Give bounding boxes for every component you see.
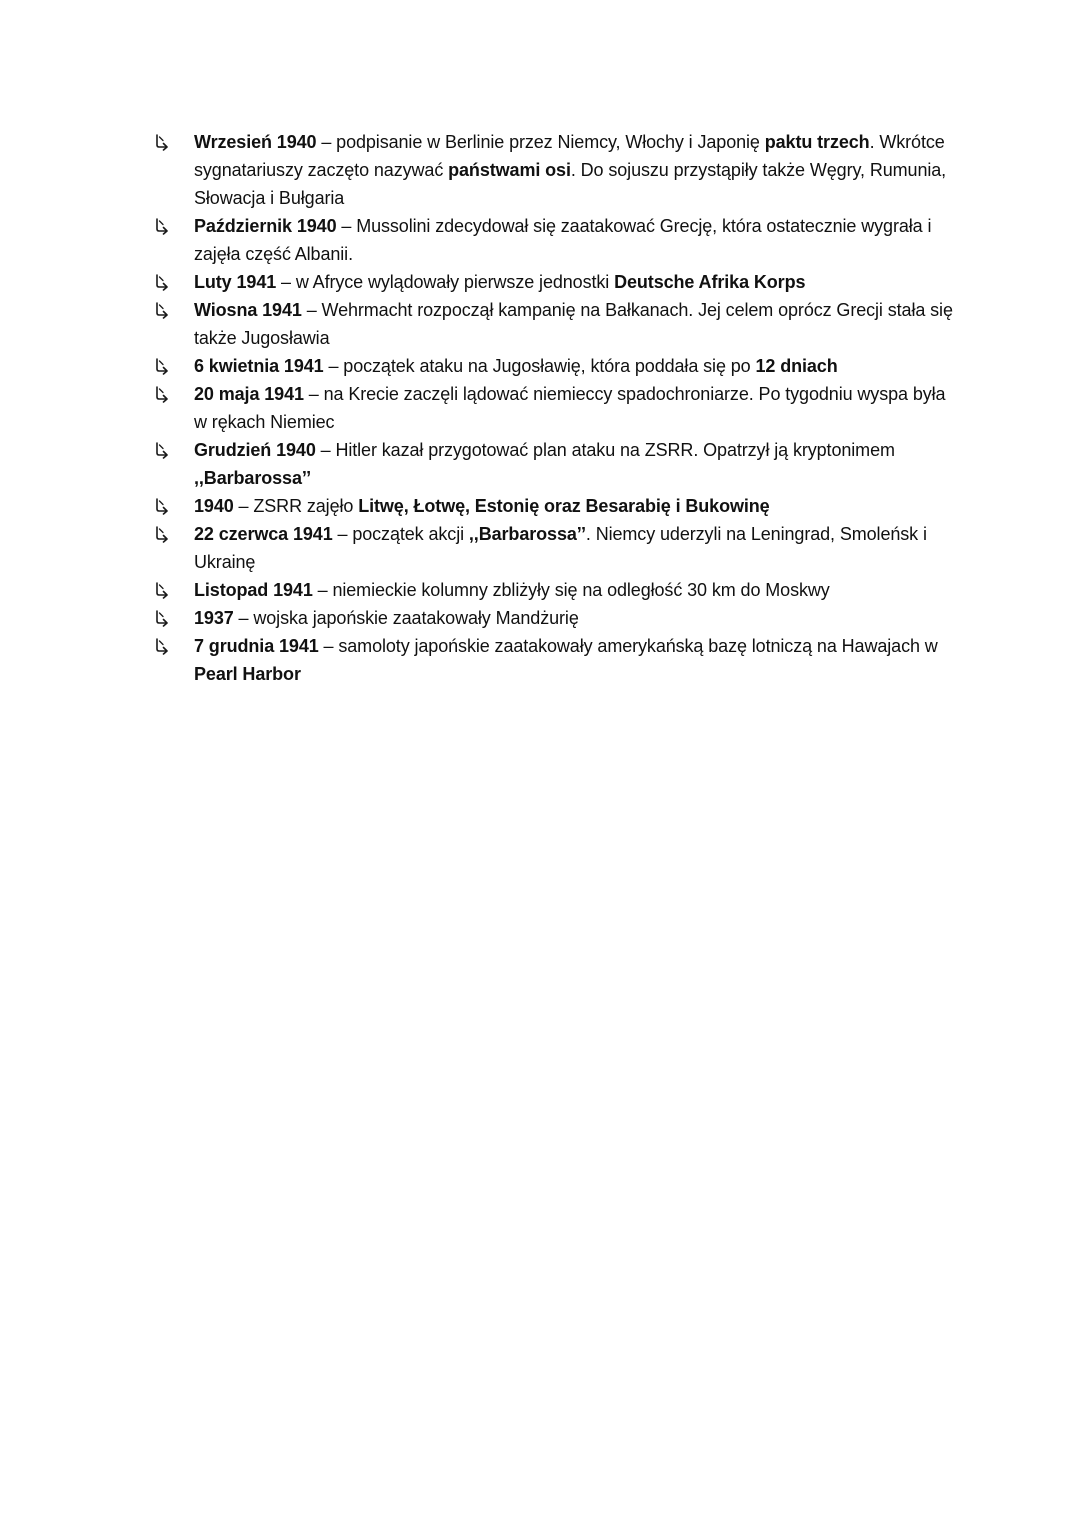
timeline-item-text (194, 216, 931, 264)
bold-text: 1937 (194, 608, 234, 628)
bold-text: paktu trzech (764, 132, 870, 152)
body-text: – Wehrmacht rozpoczął kampanię na Bałkanach. Jej celem oprócz Grecji stała się także Jugosławia (194, 300, 953, 348)
timeline-item (154, 128, 954, 212)
body-text: – Hitler kazał przygotować plan ataku na ZSRR. Opatrzył ją kryptonimem (315, 440, 895, 460)
timeline-item-text (194, 636, 938, 684)
timeline-item-text (194, 440, 895, 488)
timeline-item (154, 352, 954, 380)
body-text: – niemieckie kolumny zbliżyły się na odległość 30 km do Moskwy (312, 580, 830, 600)
timeline-list (154, 128, 954, 688)
bold-text: Grudzień 1940 (194, 440, 316, 460)
arrow-bullet-icon (154, 637, 172, 655)
timeline-item (154, 604, 954, 632)
timeline-item (154, 492, 954, 520)
arrow-bullet-icon (154, 441, 172, 459)
bold-text: 7 grudnia 1941 (194, 636, 319, 656)
bold-text: 12 dniach (755, 356, 838, 376)
timeline-item (154, 212, 954, 268)
body-text: – wojska japońskie zaatakowały Mandżurię (233, 608, 579, 628)
timeline-item (154, 268, 954, 296)
timeline-item (154, 436, 954, 492)
bold-text: Pearl Harbor (194, 664, 301, 684)
timeline-item-text (194, 132, 946, 208)
bold-text: ,,Barbarossa’’ (468, 524, 586, 544)
bold-text: ,,Barbarossa’’ (194, 468, 311, 488)
arrow-bullet-icon (154, 581, 172, 599)
bold-text: Listopad 1941 (194, 580, 313, 600)
arrow-bullet-icon (154, 301, 172, 319)
arrow-bullet-icon (154, 217, 172, 235)
body-text: – samoloty japońskie zaatakowały amerykańską bazę lotniczą na Hawajach w (318, 636, 938, 656)
timeline-item-text (194, 608, 579, 628)
body-text: – na Krecie zaczęli lądować niemieccy spadochroniarze. Po tygodniu wyspa była w rękach Niemiec (194, 384, 946, 432)
bold-text: 22 czerwca 1941 (194, 524, 333, 544)
body-text: . Niemcy uderzyli na Leningrad, Smoleńsk i Ukrainę (194, 524, 927, 572)
arrow-bullet-icon (154, 385, 172, 403)
bold-text: Deutsche Afrika Korps (614, 272, 806, 292)
arrow-bullet-icon (154, 357, 172, 375)
body-text: – ZSRR zajęło (233, 496, 359, 516)
timeline-item (154, 520, 954, 576)
body-text: – podpisanie w Berlinie przez Niemcy, Włochy i Japonię (316, 132, 765, 152)
timeline-item (154, 296, 954, 352)
arrow-bullet-icon (154, 609, 172, 627)
timeline-item-text (194, 300, 953, 348)
timeline-item-text (194, 272, 805, 292)
timeline-item (154, 380, 954, 436)
timeline-item (154, 632, 954, 688)
body-text: . Do sojuszu przystąpiły także Węgry, Rumunia, Słowacja i Bułgaria (194, 160, 947, 208)
bold-text: 1940 (194, 496, 234, 516)
timeline-item-text (194, 496, 770, 516)
timeline-item-text (194, 580, 830, 600)
arrow-bullet-icon (154, 497, 172, 515)
bold-text: Litwę, Łotwę, Estonię oraz Besarabię i Bukowinę (358, 496, 770, 516)
bold-text: Wiosna 1941 (194, 300, 302, 320)
body-text: – w Afryce wylądowały pierwsze jednostki (276, 272, 615, 292)
bold-text: Luty 1941 (194, 272, 277, 292)
body-text: – początek ataku na Jugosławię, która poddała się po (323, 356, 756, 376)
arrow-bullet-icon (154, 133, 172, 151)
bold-text: 20 maja 1941 (194, 384, 304, 404)
bold-text: Wrzesień 1940 (194, 132, 317, 152)
timeline-item (154, 576, 954, 604)
body-text: – początek akcji (332, 524, 469, 544)
timeline-item-text (194, 524, 927, 572)
body-text: . Wkrótce sygnatariuszy zaczęto nazywać (194, 132, 945, 180)
bold-text: 6 kwietnia 1941 (194, 356, 324, 376)
timeline-item-text (194, 356, 838, 376)
arrow-bullet-icon (154, 273, 172, 291)
body-text: – Mussolini zdecydował się zaatakować Grecję, która ostatecznie wygrała i zajęła część Albanii. (194, 216, 932, 264)
bold-text: państwami osi (448, 160, 571, 180)
arrow-bullet-icon (154, 525, 172, 543)
bold-text: Październik 1940 (194, 216, 337, 236)
timeline-item-text (194, 384, 945, 432)
